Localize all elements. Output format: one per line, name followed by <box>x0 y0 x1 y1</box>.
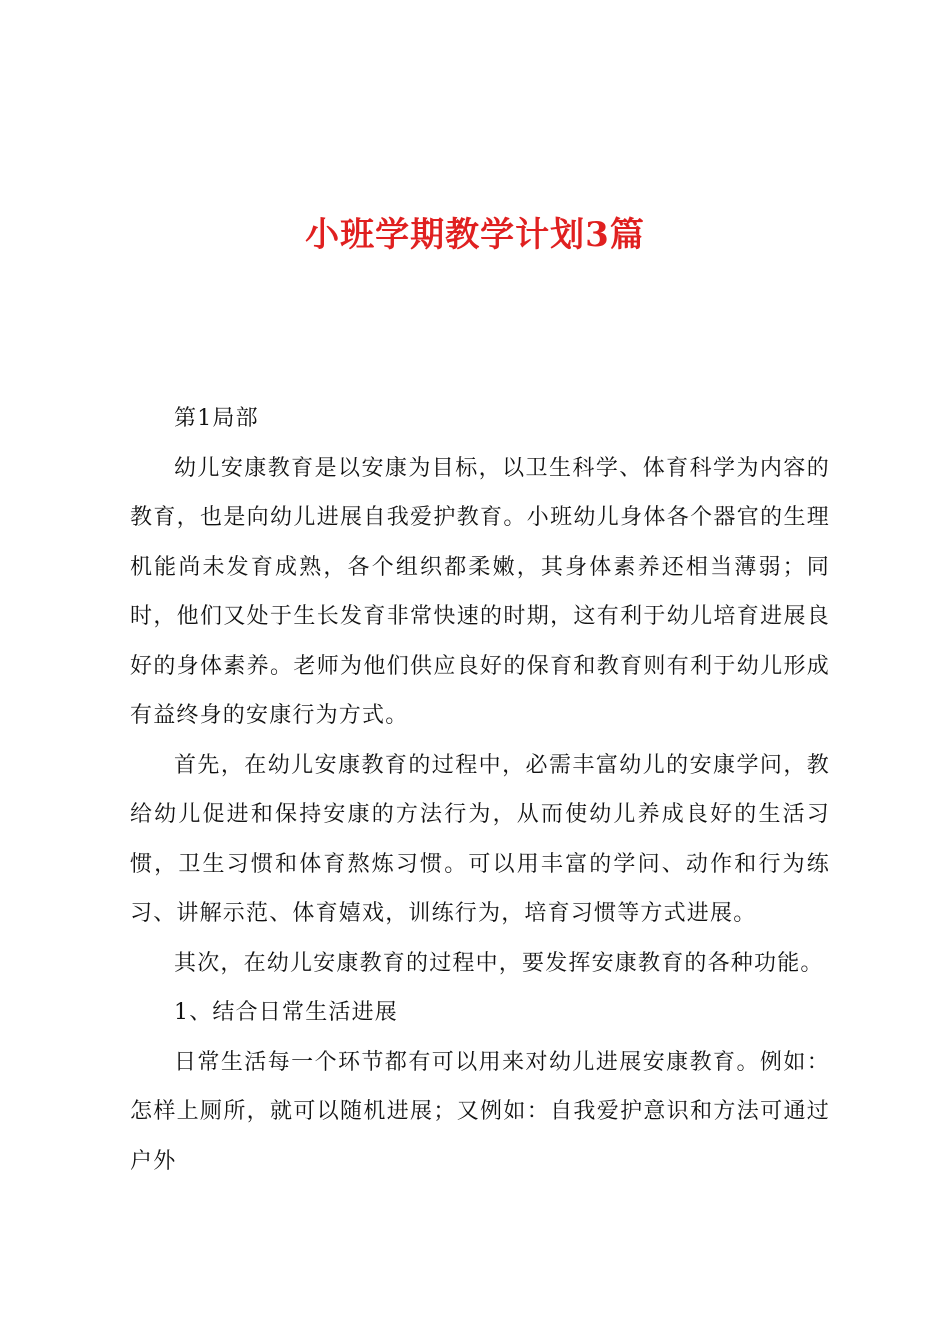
body-paragraph: 首先，在幼儿安康教育的过程中，必需丰富幼儿的安康学问，教给幼儿促进和保持安康的方法行为，从而使幼儿养成良好的生活习惯，卫生习惯和体育熬炼习惯。可以用丰富的学问、动作和行为练习、讲解示范、体育嬉戏，训练行为，培育习惯等方式进展。 <box>130 752 830 926</box>
section-heading: 第1局部 <box>174 406 259 431</box>
document-title: 小班学期教学计划3篇 <box>305 215 645 255</box>
body-paragraph: 其次，在幼儿安康教育的过程中，要发挥安康教育的各种功能。 <box>174 950 824 976</box>
body-paragraph: 幼儿安康教育是以安康为目标，以卫生科学、体育科学为内容的教育，也是向幼儿进展自我爱护教育。小班幼儿身体各个器官的生理机能尚未发育成熟，各个组织都柔嫩，其身体素养还相当薄弱；同时，他们又处于生长发育非常快速的时期，这有利于幼儿培育进展良好的身体素养。老师为他们供应良好的保育和教育则有利于幼儿形成有益终身的安康行为方式。 <box>130 455 830 728</box>
body-paragraph: 日常生活每一个环节都有可以用来对幼儿进展安康教育。例如：怎样上厕所，就可以随机进展；又例如：自我爱护意识和方法可通过户外 <box>130 1049 830 1174</box>
document-body <box>130 394 830 1186</box>
list-item-heading: 1、结合日常生活进展 <box>174 1000 398 1025</box>
